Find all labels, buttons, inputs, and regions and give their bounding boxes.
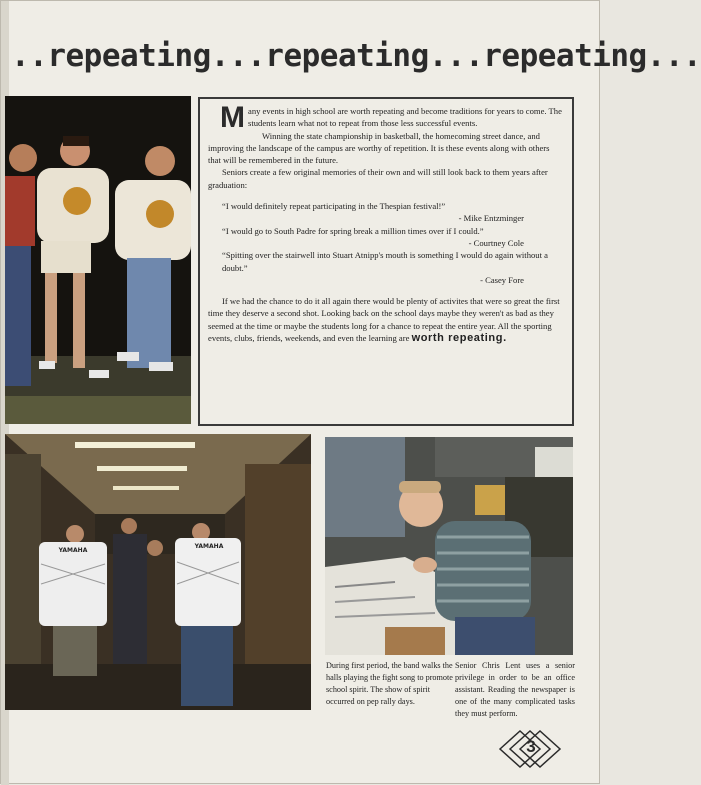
quote-author: - Casey Fore (480, 274, 524, 285)
quote-text: “Spitting over the stairwell into Stuart Atnipp's mouth is something I would do again without a doubt.” (222, 250, 548, 273)
paragraph-traditions: Winning the state championship in basketball, the homecoming street dance, and improving the landscape of the campus are worthy of repetition. It is these events along with others that will be remembered in the future. (208, 130, 550, 166)
quote-author: - Mike Entzminger (458, 213, 524, 224)
quote-author: - Courtney Cole (468, 237, 524, 248)
emphasis-text: worth repeating. (411, 332, 507, 345)
page-number: 3 (526, 737, 536, 756)
quote-text: “I would definitely repeat participating in the Thespian festival!” (222, 201, 446, 212)
caption-band: During first period, the band walks the halls playing the fight song to promote school spirit. The show of spirit occurred on pep rally days. (326, 661, 453, 706)
article-text-box (198, 97, 574, 426)
caption-senior: Senior Chris Lent uses a senior privilege in order to be an office assistant. Reading the newspaper is one of the many complicated tasks they must perform. (455, 661, 575, 718)
paragraph-seniors: Seniors create a few original memories of their own and will still look back to them years after graduation: (208, 167, 548, 190)
conclusion-text: If we had the chance to do it all again there would be plenty of activites that were so great the first time they deserve a second shot. Looking back on the school days maybe they weren't as bad as they seemed at the time or maybe the students long for a chance to repeat the entire year. All the sporting events, clubs, friends, weekends, and even the learning are (208, 296, 560, 344)
paragraph-conclusion (208, 295, 564, 344)
quote-text: “I would go to South Padre for spring break a million times over if I could.” (222, 225, 484, 236)
page-headline: ..repeating...repeating...repeating... (11, 38, 701, 74)
drum-brand-label: YAMAHA (194, 543, 224, 550)
drop-cap: M (220, 101, 245, 134)
photo-girls-walking (5, 96, 191, 424)
photo-band-hallway (5, 434, 311, 710)
drum-brand-label: YAMAHA (58, 547, 88, 554)
photo-office-assistant (325, 437, 573, 655)
paragraph-intro: any events in high school are worth repeating and become traditions for years to come. The students learn what not to repeat from those less successful events. (248, 106, 562, 129)
